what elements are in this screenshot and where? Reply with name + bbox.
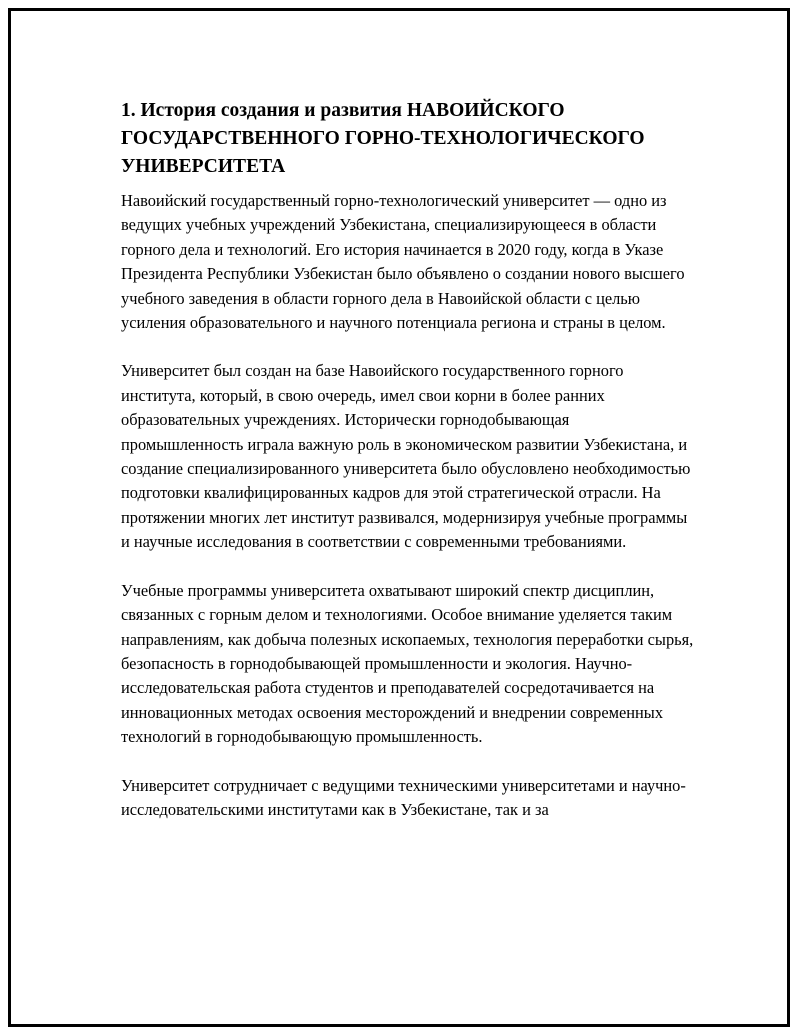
document-body bbox=[121, 97, 695, 846]
paragraph-2: Университет был создан на базе Навоийского государственного горного института, который, в свою очередь, имел свои корни в более ранних образовательных учреждениях. Исторически горнодобывающая промышленность играла важную роль в экономическом развитии Узбекистана, и создание специализированного университета было обусловлено необходимостью подготовки квалифицированных кадров для этой стратегической отрасли. На протяжении многих лет институт развивался, модернизируя учебные программы и научные исследования в соответствии с современными требованиями. bbox=[121, 361, 691, 552]
paragraph-1: Навоийский государственный горно-технологический университет — одно из ведущих учебных учреждений Узбекистана, специализирующееся в области горного дела и технологий. Его история начинается в 2020 году, когда в Указе Президента Республики Узбекистан было объявлено о создании нового высшего учебного заведения в области горного дела в Навоийской области с целью усиления образовательного и научного потенциала региона и страны в целом. bbox=[121, 191, 685, 333]
section-heading: 1. История создания и развития НАВОИЙСКОГО ГОСУДАРСТВЕННОГО ГОРНО-ТЕХНОЛОГИЧЕСКОГО УНИВЕРСИТЕТА bbox=[121, 100, 645, 177]
paragraph-4: Университет сотрудничает с ведущими техническими университетами и научно-исследовательскими институтами как в Узбекистане, так и за bbox=[121, 775, 686, 819]
page-frame bbox=[8, 8, 790, 1027]
paragraph-3: Учебные программы университета охватывают широкий спектр дисциплин, связанных с горным делом и технологиями. Особое внимание уделяется таким направлениям, как добыча полезных ископаемых, технология переработки сырья, безопасность в горнодобывающей промышленности и экология. Научно-исследовательская работа студентов и преподавателей сосредотачивается на инновационных методах освоения месторождений и внедрении современных технологий в горнодобывающую промышленность. bbox=[121, 580, 694, 747]
